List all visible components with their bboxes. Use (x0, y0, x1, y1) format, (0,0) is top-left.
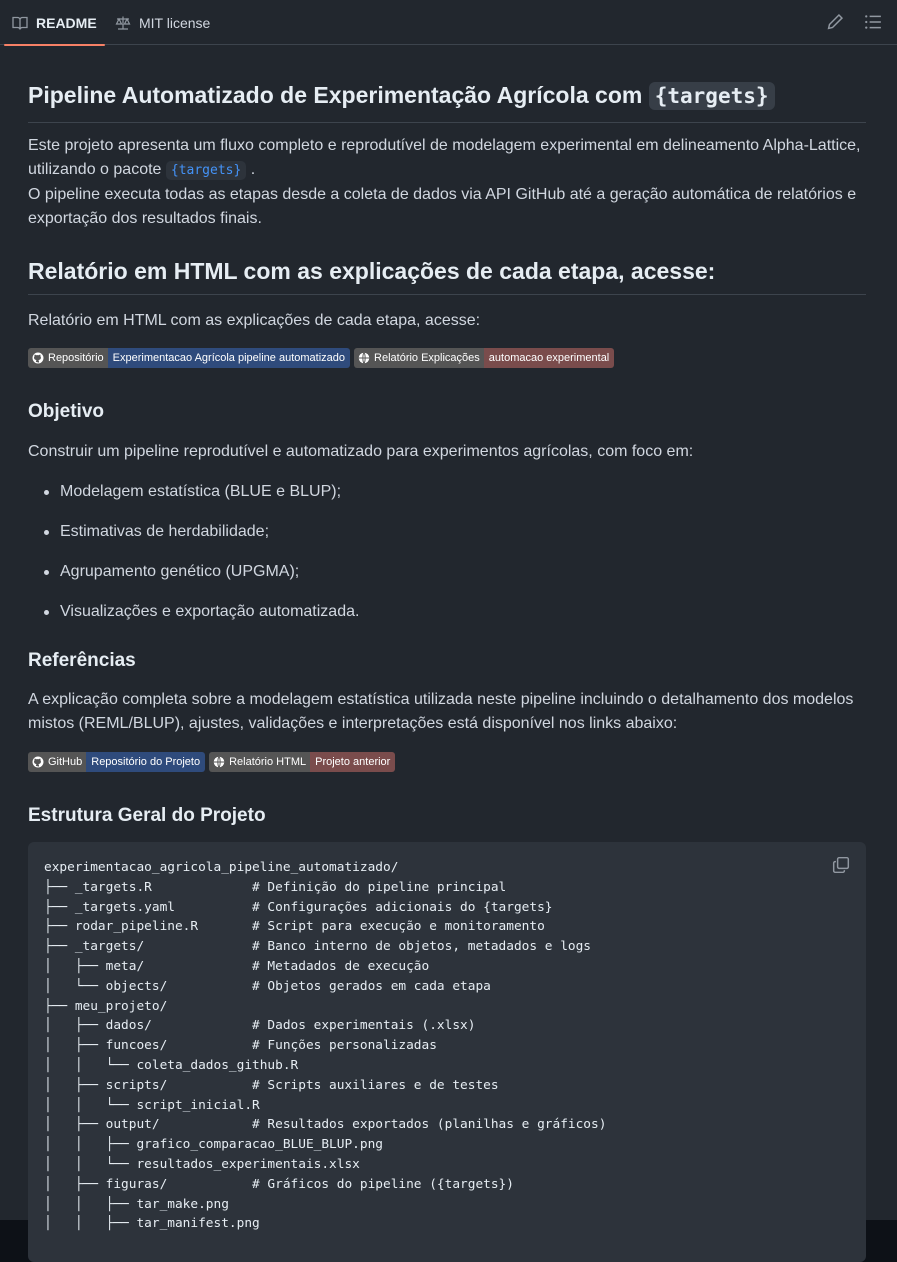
badge-relatorio-html-left: Relatório HTML (229, 756, 307, 768)
github-icon (32, 756, 44, 768)
page-title-text: Pipeline Automatizado de Experimentação Agrícola com (28, 82, 649, 108)
referencias-heading: Referências (28, 650, 136, 671)
page-title-code: {targets} (649, 82, 775, 110)
badge-repositorio-right: Experimentacao Agrícola pipeline automatizado (108, 348, 350, 368)
badge-github[interactable] (28, 752, 205, 772)
badge-github-right: Repositório do Projeto (86, 752, 205, 772)
list-item: Visualizações e exportação automatizada. (28, 600, 866, 640)
page-title (28, 78, 866, 123)
intro-line1: Este projeto apresenta um fluxo completo e reprodutível de modelagem experimental em delineamento Alpha-Lattice, utilizando o pacote (28, 137, 861, 178)
objetivo-text: Construir um pipeline reprodutível e automatizado para experimentos agrícolas, com foco em: (28, 443, 694, 460)
list-item: Agrupamento genético (UPGMA); (28, 560, 866, 600)
badge-relatorio-explicacoes[interactable] (354, 348, 614, 368)
relatorio-heading: Relatório em HTML com as explicações de cada etapa, acesse: (28, 257, 866, 295)
objetivo-heading: Objetivo (28, 401, 105, 422)
intro-line2: O pipeline executa todas as etapas desde a coleta de dados via API GitHub até a geração automática de relatórios e exportação dos resultados finais. (28, 186, 857, 227)
project-structure-codeblock[interactable] (28, 842, 866, 1262)
list-icon[interactable] (864, 13, 882, 31)
badge-relatorio-right: automacao experimental (484, 348, 614, 368)
referencias-badges (28, 752, 395, 772)
relatorio-text: Relatório em HTML com as explicações de cada etapa, acesse: (28, 312, 481, 329)
badge-relatorio-left: Relatório Explicações (374, 352, 480, 364)
copy-icon[interactable] (832, 856, 850, 874)
github-icon (32, 352, 44, 364)
targets-package-link[interactable]: {targets} (166, 161, 246, 180)
tab-license-label: MIT license (139, 14, 211, 31)
globe-icon (358, 352, 370, 364)
badge-repositorio[interactable] (28, 348, 350, 368)
objetivo-list (28, 480, 866, 640)
intro-paragraph (28, 134, 866, 231)
book-icon (12, 15, 28, 31)
readme-tabbar (0, 0, 897, 45)
scale-icon (115, 15, 131, 31)
project-structure-code[interactable]: experimentacao_agricola_pipeline_automatizado/ ├── _targets.R # Definição do pipeline principal ├── _targets.yaml # Configurações adicionais do {targets} ├── rodar_pipeline.R # Script para execução e monitoramento ├── _targets/ # Banco interno de objetos, metadados e logs │ ├── meta/ # Metadados de execução │ └── objects/ # Objetos gerados em cada etapa ├── meu_projeto/ │ ├── dados/ # Dados experimentais (.xlsx) │ ├── funcoes/ # Funções personalizadas │ │ └── coleta_dados_github.R │ ├── scripts/ # Scripts auxiliares e de testes │ │ └── script_inicial.R │ ├── output/ # Resultados exportados (planilhas e gráficos) │ │ ├── grafico_comparacao_BLUE_BLUP.png │ │ └── resultados_experimentais.xlsx │ ├── figuras/ # Gráficos do pipeline ({targets}) │ │ ├── tar_make.png │ │ ├── tar_manifest.png (44, 860, 607, 1232)
list-item: Modelagem estatística (BLUE e BLUP); (28, 480, 866, 520)
badge-repositorio-left: Repositório (48, 352, 104, 364)
globe-icon (213, 756, 225, 768)
pencil-icon[interactable] (826, 13, 844, 31)
badge-relatorio-html[interactable] (209, 752, 395, 772)
badge-relatorio-html-right: Projeto anterior (310, 752, 395, 772)
relatorio-badges (28, 348, 614, 368)
tab-license[interactable] (115, 0, 210, 45)
estrutura-heading: Estrutura Geral do Projeto (28, 805, 266, 826)
badge-github-left: GitHub (48, 756, 83, 768)
tab-readme-label: README (36, 14, 97, 31)
referencias-text: A explicação completa sobre a modelagem estatística utilizada neste pipeline incluindo o detalhamento dos modelos mistos (REML/BLUP), ajustes, validações e interpretações está disponível nos links abaixo: (28, 691, 854, 732)
intro-after-pkg: . (246, 161, 256, 178)
list-item: Estimativas de herdabilidade; (28, 520, 866, 560)
tab-readme[interactable] (12, 0, 97, 45)
